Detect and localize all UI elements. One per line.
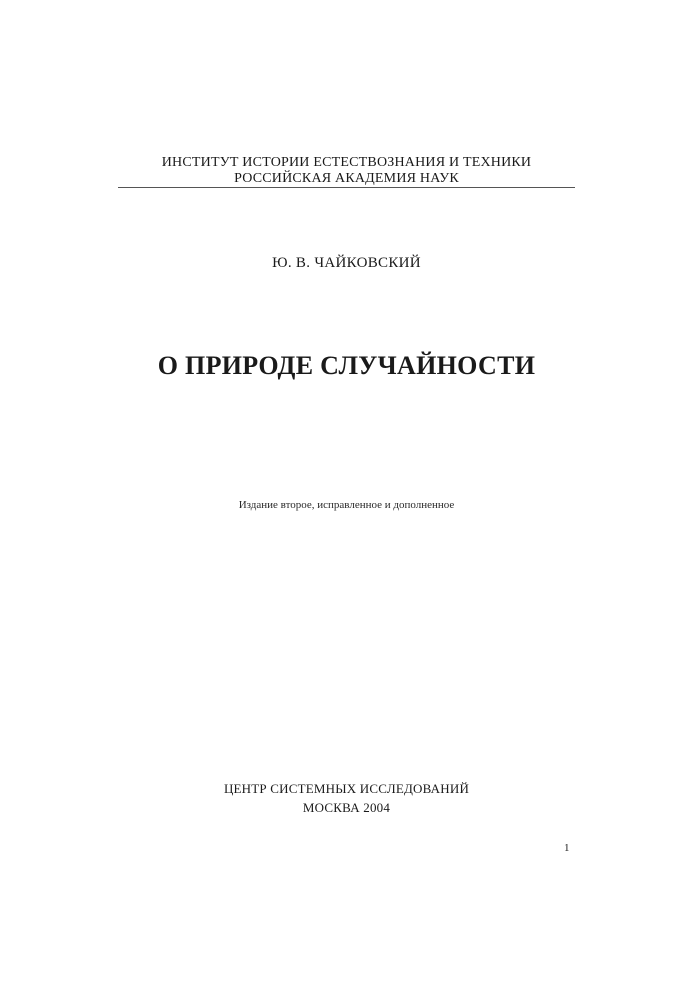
publisher-name: ЦЕНТР СИСТЕМНЫХ ИССЛЕДОВАНИЙ bbox=[223, 781, 470, 796]
edition-note: Издание второе, исправленное и дополненное bbox=[238, 499, 455, 511]
publisher-city-year: МОСКВА 2004 bbox=[302, 800, 391, 815]
book-title: О ПРИРОДЕ СЛУЧАЙНОСТИ bbox=[157, 351, 536, 380]
author-name: Ю. В. ЧАЙКОВСКИЙ bbox=[272, 255, 421, 271]
header-divider bbox=[118, 187, 575, 188]
academy-name: РОССИЙСКАЯ АКАДЕМИЯ НАУК bbox=[234, 171, 459, 186]
page-number: 1 bbox=[564, 842, 570, 854]
institute-name: ИНСТИТУТ ИСТОРИИ ЕСТЕСТВОЗНАНИЯ И ТЕХНИКИ bbox=[161, 155, 532, 170]
